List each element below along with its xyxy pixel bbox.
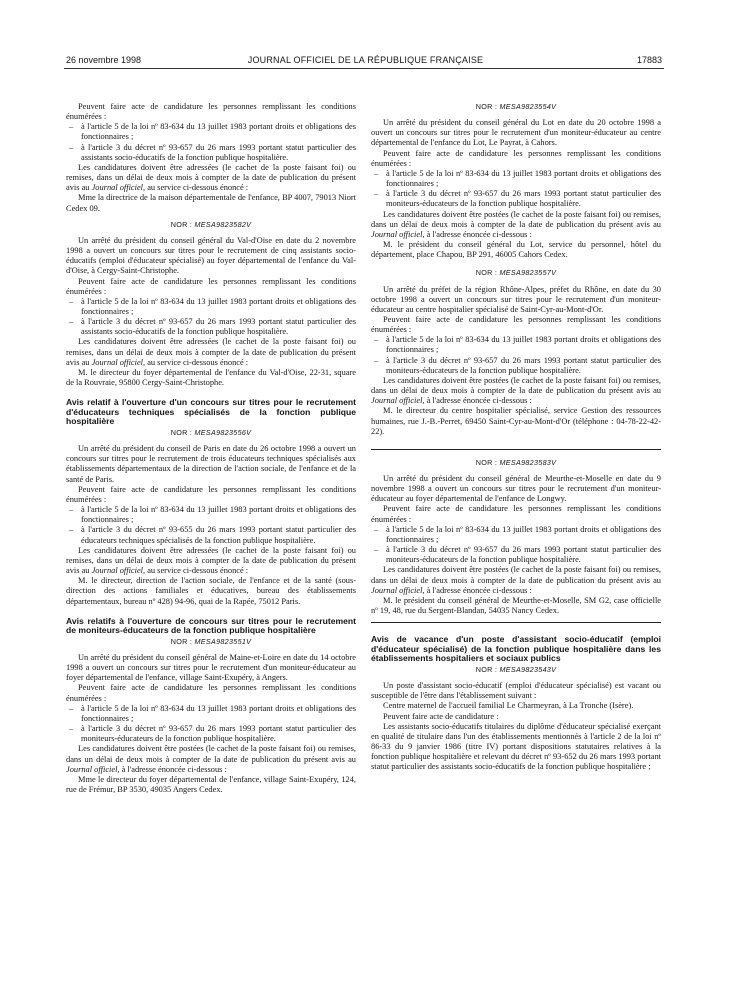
condition-item: – à l'article 3 du décret nº 93-657 du 26 mars 1993 portant statut particulier des moniteurs-éducateurs de la fonction publique hospitalière. xyxy=(66,724,356,744)
nor-code: MESA9823543V xyxy=(499,664,557,674)
eligibility-intro: Peuvent faire acte de candidature les personnes remplissant les conditions énumérées : xyxy=(371,148,661,168)
nor-reference: NOR : MESA9823556V xyxy=(170,428,252,437)
recipient-address: M. le président du conseil général de Meurthe-et-Moselle, SM G2, case officielle nº 19, 48, rue du Sergent-Blandan, 54035 Nancy Cedex. xyxy=(371,595,661,616)
condition-item: – à l'article 3 du décret nº 93-655 du 26 mars 1993 portant statut particulier des éducateurs techniques spécialisés de la fonction publique hospitalière. xyxy=(66,525,356,545)
condition-item: – à l'article 5 de la loi nº 83-634 du 13 juillet 1983 portant droits et obligations des fonctionnaires ; xyxy=(371,169,661,189)
condition-item: – à l'article 5 de la loi nº 83-634 du 13 juillet 1983 portant droits et obligations des fonctionnaires ; xyxy=(66,505,356,525)
nor-code: MESA9823582V xyxy=(194,219,252,229)
application-text: Les candidatures doivent être postées (le cachet de la poste faisant foi) ou remises, dans un délai de deux mois à compter de la date de publication du présent avis au Journal officiel, à l'adresse énoncée ci-dessous : xyxy=(66,744,356,774)
eligibility-intro: Peuvent faire acte de candidature les personnes remplissant les conditions énumérées : xyxy=(66,484,356,504)
conditions-list xyxy=(371,169,661,210)
eligibility-intro: Peuvent faire acte de candidature les personnes remplissant les conditions énumérées : xyxy=(371,504,661,524)
header-rule xyxy=(64,68,664,69)
condition-item: – à l'article 5 de la loi nº 83-634 du 13 juillet 1983 portant droits et obligations des fonctionnaires ; xyxy=(66,122,356,142)
condition-item: – à l'article 5 de la loi nº 83-634 du 13 juillet 1983 portant droits et obligations des fonctionnaires ; xyxy=(66,704,356,724)
nor-reference: NOR : MESA9823551V xyxy=(170,636,252,646)
notice-paris xyxy=(66,398,356,606)
eligibility-intro: Peuvent faire acte de candidature les personnes remplissant les conditions énumérées : xyxy=(66,102,356,122)
notice-val-d-oise xyxy=(66,220,356,389)
section-heading: Avis de vacance d'un poste d'assistant socio-éducatif (emploi d'éducateur spécialisé) de la fonction publique hospitalière dans les établissements hospitaliers et sociaux publics xyxy=(371,634,661,664)
recipient-address: M. le président du conseil général du Lot, service du personnel, hôtel du département, place Chapou, BP 291, 46005 Cahors Cedex. xyxy=(371,240,661,260)
nor-reference: NOR : MESA9823557V xyxy=(475,268,557,278)
eligibility-intro: Peuvent faire acte de candidature : xyxy=(383,711,499,721)
right-column xyxy=(371,102,661,773)
establishment-name: Centre maternel de l'accueil familial Le Charmeyran, à La Tronche (Isère). xyxy=(383,701,634,711)
conditions-list xyxy=(66,122,356,163)
notice-vacancy xyxy=(371,622,661,772)
recipient-address: Mme la directrice de la maison départementale de l'enfance, BP 4007, 79013 Niort Cedex 09. xyxy=(66,193,356,213)
eligibility-intro: Peuvent faire acte de candidature les personnes remplissant les conditions énumérées : xyxy=(371,314,661,335)
eligibility-details: Les assistants socio-éducatifs titulaires du diplôme d'éducateur spécialisé exerçant en qualité de titulaire dans l'un des établissements mentionnés à l'article 2 de la loi nº 86-33 du 9 janvier 1986 (titre IV) portant dispositions statutaires relatives à la fonction publique hospitalière et relevant du décret nº 93-652 du 26 mars 1993 portant statut particulier des assistants socio-éducatifs de la fonction publique hospitalière ; xyxy=(371,721,661,772)
header-title: JOURNAL OFFICIEL DE LA RÉPUBLIQUE FRANÇAISE xyxy=(247,55,484,65)
notice-lot xyxy=(371,102,661,260)
decree-intro: Un arrêté du préfet de la région Rhône-Alpes, préfet du Rhône, en date du 30 octobre 1998 a ouvert un concours sur titres pour le recrutement d'un moniteur-éducateur au centre hospitalier spécialisé de Saint-Cyr-au-Mont-d'Or. xyxy=(371,284,661,314)
condition-item: – à l'article 3 du décret nº 93-657 du 26 mars 1993 portant statut particulier des moniteurs-éducateurs de la fonction publique hospitalière. xyxy=(371,545,661,565)
nor-reference: NOR : MESA9823582V xyxy=(170,219,252,229)
nor-reference: NOR : MESA9823543V xyxy=(475,664,557,674)
section-divider xyxy=(371,449,661,450)
conditions-list xyxy=(66,505,356,546)
decree-intro: Un arrêté du président du conseil général de Maine-et-Loire en date du 14 octobre 1998 a ouvert un concours sur titres pour le recrutement d'un moniteur-éducateur au foyer départemental de l'enfance, village Saint-Exupéry, à Angers. xyxy=(66,653,356,683)
condition-item: – à l'article 5 de la loi nº 83-634 du 13 juillet 1983 portant droits et obligations des fonctionnaires ; xyxy=(66,297,356,317)
section-heading: Avis relatif à l'ouverture d'un concours sur titres pour le recrutement d'éducateurs techniques spécialisés de la fonction publique hospitalière xyxy=(66,397,356,427)
conditions-list xyxy=(371,335,661,376)
section-heading: Avis relatifs à l'ouverture de concours sur titres pour le recrutement de moniteurs-éducateurs de la fonction publique hospitalière xyxy=(66,615,356,636)
condition-item: – à l'article 3 du décret nº 93-657 du 26 mars 1993 portant statut particulier des assistants socio-éducatifs de la fonction publique hospitalière. xyxy=(66,143,356,163)
left-column xyxy=(66,102,356,795)
nor-code: MESA9823551V xyxy=(194,636,252,646)
condition-item: – à l'article 5 de la loi nº 83-634 du 13 juillet 1983 portant droits et obligations des fonctionnaires ; xyxy=(371,525,661,545)
nor-reference: NOR : MESA9823583V xyxy=(475,457,557,467)
recipient-address: M. le directeur du centre hospitalier spécialisé, service Gestion des ressources humaines, rue J.-B.-Perret, 69450 Saint-Cyr-au-Mont-d'Or (téléphone : 04-78-22-42-22). xyxy=(371,406,661,436)
notice-rhone xyxy=(371,268,661,437)
condition-item: – à l'article 3 du décret nº 93-657 du 26 mars 1993 portant statut particulier des moniteurs-éducateurs de la fonction publique hospitalière. xyxy=(371,356,661,376)
nor-code: MESA9823583V xyxy=(499,457,557,467)
notice-meurthe-et-moselle xyxy=(371,449,661,616)
application-text: Les candidatures doivent être adressées (le cachet de la poste faisant foi) ou remises, dans un délai de deux mois à compter de la date de publication du présent avis au Journal officiel, au service ci-dessous énoncé : xyxy=(66,162,356,193)
condition-item: – à l'article 3 du décret nº 93-657 du 26 mars 1993 portant statut particulier des assistants socio-éducatifs de la fonction publique hospitalière. xyxy=(66,317,356,337)
application-text: Les candidatures doivent être postées (le cachet de la poste faisant foi) ou remises, dans un délai de deux mois à compter de la date de publication du présent avis au Journal officiel, à l'adresse énoncée ci-dessous : xyxy=(371,209,661,239)
eligibility-intro: Peuvent faire acte de candidature les personnes remplissant les conditions énumérées : xyxy=(66,683,356,703)
header-page-number: 17883 xyxy=(636,55,662,65)
nor-code: MESA9823556V xyxy=(194,428,252,437)
notice-niort xyxy=(66,102,356,214)
application-text: Les candidatures doivent être postées (le cachet de la poste faisant foi) ou remises, dans un délai de deux mois à compter de la date de publication du présent avis au Journal officiel, à l'adresse énoncée ci-dessous : xyxy=(371,375,661,406)
nor-code: MESA9823557V xyxy=(499,268,557,278)
condition-item: – à l'article 5 de la loi nº 83-634 du 13 juillet 1983 portant droits et obligations des fonctionnaires ; xyxy=(371,335,661,355)
eligibility-intro: Peuvent faire acte de candidature les personnes remplissant les conditions énumérées : xyxy=(66,276,356,296)
conditions-list xyxy=(371,525,661,566)
decree-intro: Un arrêté du président du conseil général du Val-d'Oise en date du 2 novembre 1998 a ouvert un concours sur titres pour le recrutement de cinq assistants socio-éducatifs (emploi d'éducateur spécialisé) au foyer départemental de l'enfance du Val-d'Oise, à Cergy-Saint-Christophe. xyxy=(66,235,356,276)
decree-intro: Un arrêté du président du conseil général du Lot en date du 20 octobre 1998 a ouvert un concours sur titres pour le recrutement d'un moniteur-éducateur au centre départemental de l'enfance du Lot, Le Payrat, à Cahors. xyxy=(371,118,661,148)
header-date: 26 novembre 1998 xyxy=(66,55,142,65)
recipient-address: Mme le directeur du foyer départemental de l'enfance, village Saint-Exupéry, 124, rue de Frémur, BP 3530, 49035 Angers Cedex. xyxy=(66,774,356,795)
recipient-address: M. le directeur du foyer départemental de l'enfance du Val-d'Oise, 22-31, square de la Rouvraie, 95800 Cergy-Saint-Christophe. xyxy=(66,367,356,388)
vacancy-text: Un poste d'assistant socio-éducatif (emploi d'éducateur spécialisé) est vacant ou susceptible de l'être dans l'établissement suivant : xyxy=(371,681,661,701)
condition-item: – à l'article 3 du décret nº 93-657 du 26 mars 1993 portant statut particulier des moniteurs-éducateurs de la fonction publique hospitalière. xyxy=(371,189,661,209)
application-text: Les candidatures doivent être adressées (le cachet de la poste faisant foi) ou remises, dans un délai de deux mois à compter de la date de publication du présent avis au Journal officiel, au service ci-dessous énoncé : xyxy=(66,337,356,367)
decree-intro: Un arrêté du président du conseil de Paris en date du 26 octobre 1998 a ouvert un concours sur titres pour le recrutement de trois éducateurs techniques spécialisés aux établissements départementaux de la direction de l'action sociale, de l'enfance et de la santé de Paris. xyxy=(66,444,356,484)
page-header xyxy=(0,55,731,69)
conditions-list xyxy=(66,297,356,338)
application-text: Les candidatures doivent être adressées (le cachet de la poste faisant foi) ou remises, dans un délai de deux mois à compter de la date de publication du présent avis au Journal officiel, au service ci-dessous énoncé : xyxy=(66,545,356,576)
conditions-list xyxy=(66,704,356,745)
application-text: Les candidatures doivent être postées (le cachet de la poste faisant foi) ou remises, dans un délai de deux mois à compter de la date de publication du présent avis au Journal officiel, à l'adresse énoncée ci-dessous : xyxy=(371,565,661,595)
section-divider xyxy=(371,622,661,623)
notice-angers xyxy=(66,617,356,796)
decree-intro: Un arrêté du président du conseil général de Meurthe-et-Moselle en date du 9 novembre 1998 a ouvert un concours sur titres pour le recrutement d'un moniteur-éducateur au foyer départemental de l'enfance de Longwy. xyxy=(371,474,661,504)
nor-reference: NOR : MESA9823554V xyxy=(475,102,557,111)
nor-code: MESA9823554V xyxy=(499,102,557,111)
recipient-address: M. le directeur, direction de l'action sociale, de l'enfance et de la santé (sous-direction des actions familiales et éducatives, bureau des établissements départementaux, bureau nº 428) 94-96, quai de la Rapée, 75012 Paris. xyxy=(66,576,356,606)
